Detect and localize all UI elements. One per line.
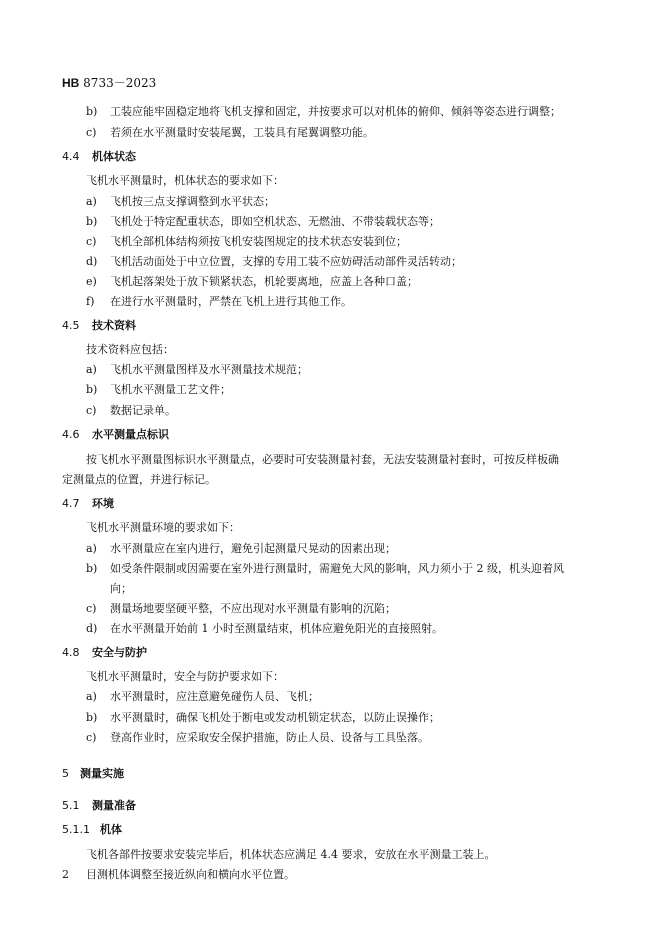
section-heading-4-8: 4.8 安全与防护 bbox=[62, 646, 147, 659]
paragraph: 飞机各部件按要求安装完毕后，机体状态应满足 4.4 要求，安放在水平测量工装上。 bbox=[86, 848, 496, 861]
document-header bbox=[62, 74, 156, 91]
paragraph: 飞机水平测量时，机体状态的要求如下： bbox=[86, 174, 284, 187]
list-item: b) 如受条件限制或因需要在室外进行测量时，需避免大风的影响，风力须小于 2 级，机头迎着风 bbox=[86, 562, 564, 575]
list-item: d) 飞机活动面处于中立位置，支撑的专用工装不应妨碍活动部件灵活转动； bbox=[86, 255, 462, 268]
section-heading-5-1: 5.1 测量准备 bbox=[62, 799, 136, 812]
section-heading-5-1-1: 5.1.1 机体 bbox=[62, 823, 122, 836]
paragraph: 目测机体调整至接近纵向和横向水平位置。 bbox=[86, 868, 295, 881]
section-heading-4-5: 4.5 技术资料 bbox=[62, 319, 136, 332]
list-item: a) 水平测量时，应注意避免碰伤人员、飞机； bbox=[86, 690, 319, 703]
list-item: c) 登高作业时，应采取安全保护措施，防止人员、设备与工具坠落。 bbox=[86, 731, 429, 744]
list-item: c) 数据记录单。 bbox=[86, 404, 176, 417]
list-item: d) 在水平测量开始前 1 小时至测量结束，机体应避免阳光的直接照射。 bbox=[86, 622, 443, 635]
section-heading-4-7: 4.7 环境 bbox=[62, 497, 114, 510]
paragraph: 飞机水平测量时，安全与防护要求如下： bbox=[86, 670, 284, 683]
paragraph: 技术资料应包括： bbox=[86, 343, 174, 356]
list-item: b) 飞机处于特定配重状态，即如空机状态、无燃油、不带装载状态等； bbox=[86, 215, 440, 228]
list-item: b) 水平测量时，确保飞机处于断电或发动机锁定状态，以防止误操作； bbox=[86, 711, 440, 724]
paragraph: 飞机水平测量环境的要求如下： bbox=[86, 521, 240, 534]
section-heading-5: 5 测量实施 bbox=[62, 767, 124, 780]
section-heading-4-6: 4.6 水平测量点标识 bbox=[62, 428, 169, 441]
list-item-continuation: 向； bbox=[110, 582, 132, 595]
section-heading-4-4: 4.4 机体状态 bbox=[62, 150, 136, 163]
list-item: e) 飞机起落架处于放下锁紧状态，机轮要离地，应盖上各种口盖； bbox=[86, 275, 418, 288]
standard-number: 8733－2023 bbox=[83, 76, 157, 90]
paragraph: 按飞机水平测量图标识水平测量点，必要时可安装测量衬套，无法安装测量衬套时，可按反样板确 bbox=[86, 453, 559, 466]
standard-code: HB bbox=[62, 76, 80, 90]
page-number: 2 bbox=[62, 868, 69, 881]
paragraph-continuation: 定测量点的位置，并进行标记。 bbox=[62, 473, 216, 486]
list-item: f) 在进行水平测量时，严禁在飞机上进行其他工作。 bbox=[86, 295, 352, 308]
list-item: c) 若须在水平测量时安装尾翼，工装具有尾翼调整功能。 bbox=[86, 126, 374, 139]
list-item: a) 水平测量应在室内进行，避免引起测量尺晃动的因素出现； bbox=[86, 542, 396, 555]
list-item: b) 工装应能牢固稳定地将飞机支撑和固定，并按要求可以对机体的俯仰、倾斜等姿态进行调整； bbox=[86, 105, 561, 118]
list-item: b) 飞机水平测量工艺文件； bbox=[86, 383, 231, 396]
list-item: c) 飞机全部机体结构须按飞机安装图规定的技术状态安装到位； bbox=[86, 235, 407, 248]
list-item: a) 飞机按三点支撑调整到水平状态； bbox=[86, 195, 275, 208]
list-item: a) 飞机水平测量图样及水平测量技术规范； bbox=[86, 363, 308, 376]
list-item: c) 测量场地要坚硬平整，不应出现对水平测量有影响的沉陷； bbox=[86, 602, 396, 615]
